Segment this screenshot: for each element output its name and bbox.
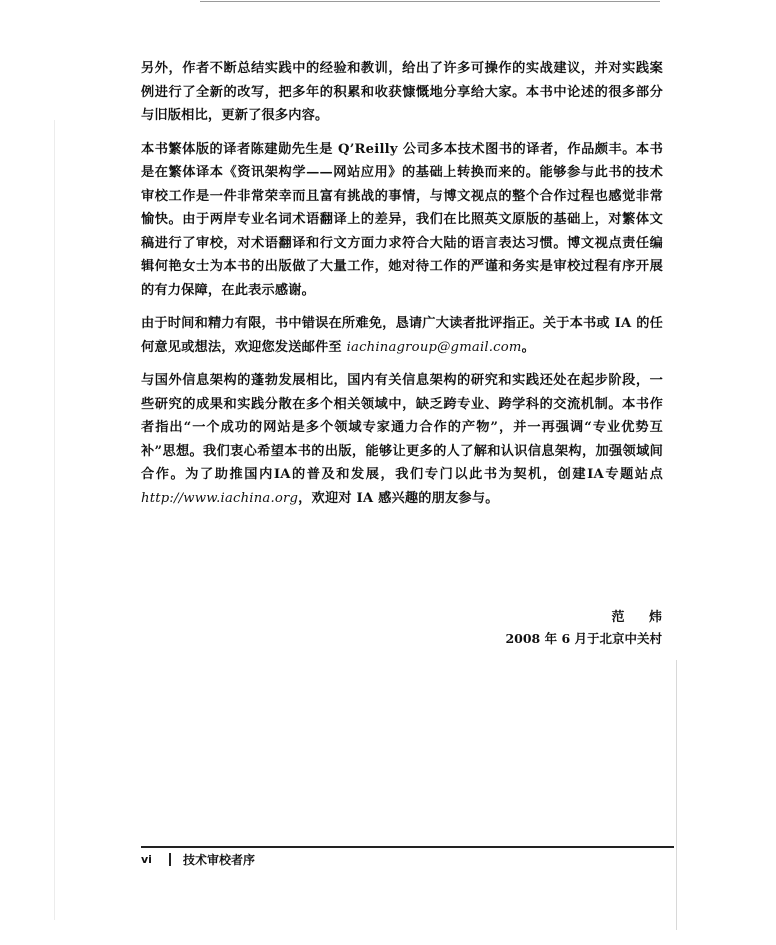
scan-right-edge <box>676 660 677 930</box>
document-body <box>141 57 663 520</box>
paragraph-2-run-1: 本书繁体版的译者陈建勋先生是 Q’Reilly 公司多本技术图书的译者，作品颇丰。本书是在繁体译本《资讯架构学——网站应用》的基础上转换而来的。能够参与此书的技术审校工作是一件非常荣幸而且富有挑战的事情，与博文视点的整个合作过程也感觉非常愉快。由于两岸专业名词术语翻译上的差异，我们在比照英文原版的基础上，对繁体文稿进行了审校，对术语翻译和行文方面力求符合大陆的语言表达习惯。博文视点责任编辑何艳女士为本书的出版做了大量工作，她对待工作的严谨和务实是审校过程有序开展的有力保障，在此表示感谢。 <box>141 141 663 298</box>
paragraph-3-run-3: 。 <box>521 339 536 355</box>
page-footer <box>141 851 255 868</box>
signature-block <box>505 608 672 649</box>
scan-top-edge <box>200 1 660 2</box>
paragraph-4 <box>141 369 663 510</box>
footer-rule <box>141 846 674 848</box>
paragraph-2 <box>141 138 663 303</box>
paragraph-3 <box>141 312 663 359</box>
signature-date: 2008 年 6 月于北京中关村 <box>505 631 662 646</box>
paragraph-1-run-1: 另外，作者不断总结实践中的经验和教训，给出了许多可操作的实战建议，并对实践案例进行了全新的改写，把多年的积累和收获慷慨地分享给大家。本书中论述的很多部分与旧版相比，更新了很多内容。 <box>141 61 663 123</box>
signature-name: 范 炜 <box>611 610 672 625</box>
running-title: 技术审校者序 <box>183 853 256 867</box>
scan-left-edge <box>54 120 55 920</box>
paragraph-4-run-1: 与国外信息架构的蓬勃发展相比，国内有关信息架构的研究和实践还处在起步阶段，一些研究的成果和实践分散在多个相关领域中，缺乏跨专业、跨学科的交流机制。本书作者指出“一个成功的网站是多个领域专家通力合作的产物”，并一再强调“专业优势互补”思想。我们衷心希望本书的出版，能够让更多的人了解和认识信息架构，加强领域间合作。为了助推国内IA的普及和发展，我们专门以此书为契机，创建IA专题站点 <box>141 373 663 482</box>
page-number: vi <box>141 853 152 866</box>
footer-separator <box>169 853 171 866</box>
ia-site-link[interactable]: http://www.iachina.org <box>141 490 299 506</box>
paragraph-1 <box>141 57 663 128</box>
paragraph-4-run-3: ，欢迎对 IA 感兴趣的朋友参与。 <box>298 490 499 506</box>
paragraph-3-run-1: 由于时间和精力有限，书中错误在所难免，恳请广大读者批评指正。关于本书或 IA 的任何意见或想法，欢迎您发送邮件至 <box>141 316 663 355</box>
contact-email[interactable]: iachinagroup@gmail.com <box>346 339 522 355</box>
